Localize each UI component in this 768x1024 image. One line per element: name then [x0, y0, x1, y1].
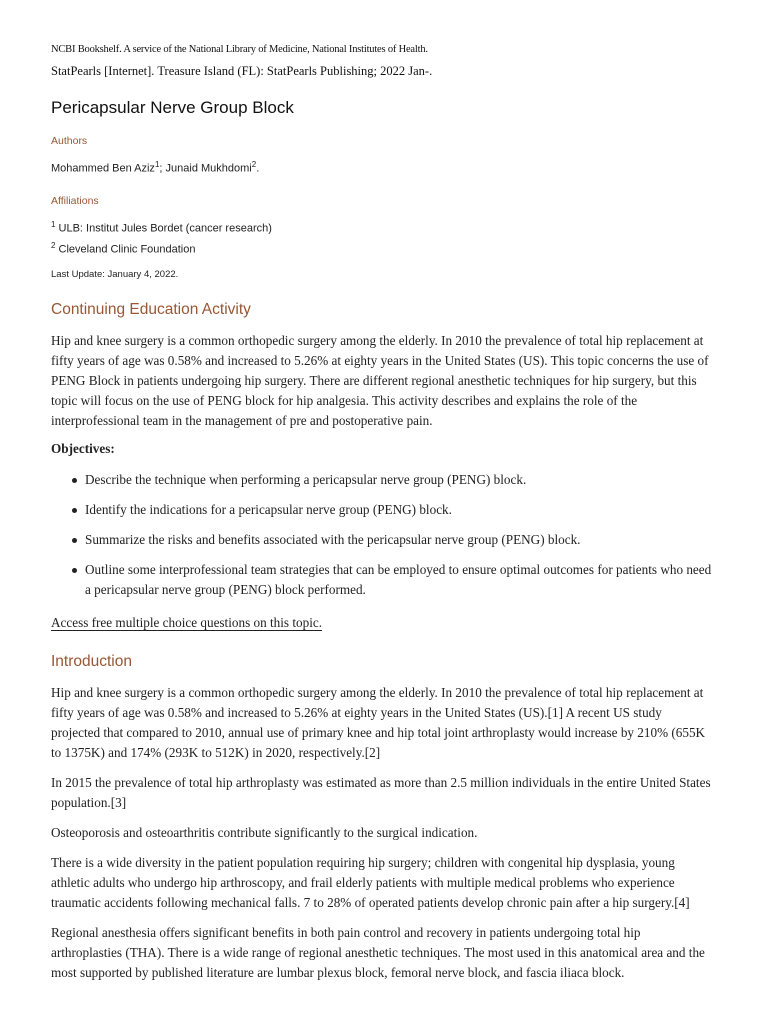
paragraph: There is a wide diversity in the patient population requiring hip surgery; children with congenital hip dysplasia, young athletic adults who undergo hip arthroscopy, and frail elderly patients with multiple medical problems who experience traumatic accidents following mechanical falls. 7 to 28% of operated patients develop chronic pain after a hip surgery.[4]: [51, 854, 690, 910]
bullet-icon: [72, 508, 77, 513]
page-title: Pericapsular Nerve Group Block: [51, 98, 294, 117]
ncbi-bookshelf-line: NCBI Bookshelf. A service of the National Library of Medicine, National Institutes of Health.: [51, 44, 428, 55]
list-item: [51, 470, 712, 490]
list-item: [51, 500, 712, 520]
bullet-icon: [72, 478, 77, 483]
paragraph: Osteoporosis and osteoarthritis contribute significantly to the surgical indication.: [51, 824, 478, 840]
objective-text: Describe the technique when performing a pericapsular nerve group (PENG) block.: [85, 471, 527, 487]
author-affiliation-number: 1: [154, 160, 160, 169]
paragraph: Regional anesthesia offers significant benefits in both pain control and recovery in patients undergoing total hip arthroplasties (THA). There is a wide range of regional anesthetic techniques. The most used in this anatomical area and the most supported by published literature are lumbar plexus block, femoral nerve block, and fascia iliaca block.: [51, 924, 705, 980]
publisher-line: StatPearls [Internet]. Treasure Island (FL): StatPearls Publishing; 2022 Jan-.: [51, 64, 433, 78]
author-name[interactable]: Mohammed Ben Aziz: [51, 162, 155, 175]
list-item: [51, 530, 712, 550]
bullet-icon: [72, 568, 77, 573]
list-item: [51, 560, 712, 600]
affiliation-number: 2: [51, 241, 56, 251]
affiliation-text: Cleveland Clinic Foundation: [58, 243, 196, 256]
objective-text: Identify the indications for a pericapsular nerve group (PENG) block.: [85, 501, 452, 517]
affiliation-item: [51, 216, 712, 238]
affiliation-item: [51, 237, 712, 259]
section-heading-introduction: Introduction: [51, 652, 132, 670]
bullet-icon: [72, 538, 77, 543]
section-heading-continuing-education: Continuing Education Activity: [51, 300, 251, 318]
affiliations-list: [51, 216, 712, 259]
paragraph: Hip and knee surgery is a common orthopedic surgery among the elderly. In 2010 the prevalence of total hip replacement at fifty years of age was 0.58% and increased to 5.26% at eighty years in the United States (US).[1] A recent US study projected that compared to 2010, annual use of primary knee and hip total joint arthroplasty would increase by 210% (655K to 1375K) and 174% (293K to 512K) in 2020, respectively.[2]: [51, 684, 706, 760]
authors-list: [51, 156, 712, 178]
author-separator: ;: [159, 162, 166, 175]
author-affiliation-number: 2: [251, 160, 257, 169]
author-separator: .: [256, 162, 260, 175]
affiliation-number: 1: [51, 219, 56, 229]
objective-text: Summarize the risks and benefits associated with the pericapsular nerve group (PENG) block.: [85, 531, 581, 547]
objectives-label: Objectives:: [51, 440, 115, 456]
affiliation-text: ULB: Institut Jules Bordet (cancer research): [58, 222, 272, 235]
paragraph: In 2015 the prevalence of total hip arthroplasty was estimated as more than 2.5 million individuals in the entire United States population.[3]: [51, 774, 711, 810]
access-link-wrap: [51, 613, 712, 633]
affiliations-label: Affiliations: [51, 194, 99, 207]
objective-text: Outline some interprofessional team strategies that can be employed to ensure optimal outcomes for patients who need a pericapsular nerve group (PENG) block performed.: [85, 561, 712, 597]
mcq-access-link[interactable]: Access free multiple choice questions on this topic.: [51, 614, 323, 630]
last-update: Last Update: January 4, 2022.: [51, 268, 179, 280]
objectives-list: [51, 470, 712, 600]
authors-label: Authors: [51, 135, 88, 147]
author-name[interactable]: Junaid Mukhdomi: [165, 162, 252, 175]
paragraph: Hip and knee surgery is a common orthopedic surgery among the elderly. In 2010 the prevalence of total hip replacement at fifty years of age was 0.58% and increased to 5.26% at eighty years in the United States (US). This topic concerns the use of PENG Block in patients undergoing hip surgery. There are different regional anesthetic techniques for hip surgery, but this topic will focus on the use of PENG block for hip analgesia. This activity describes and explains the role of the interprofessional team in the management of pre and postoperative pain.: [51, 332, 709, 428]
